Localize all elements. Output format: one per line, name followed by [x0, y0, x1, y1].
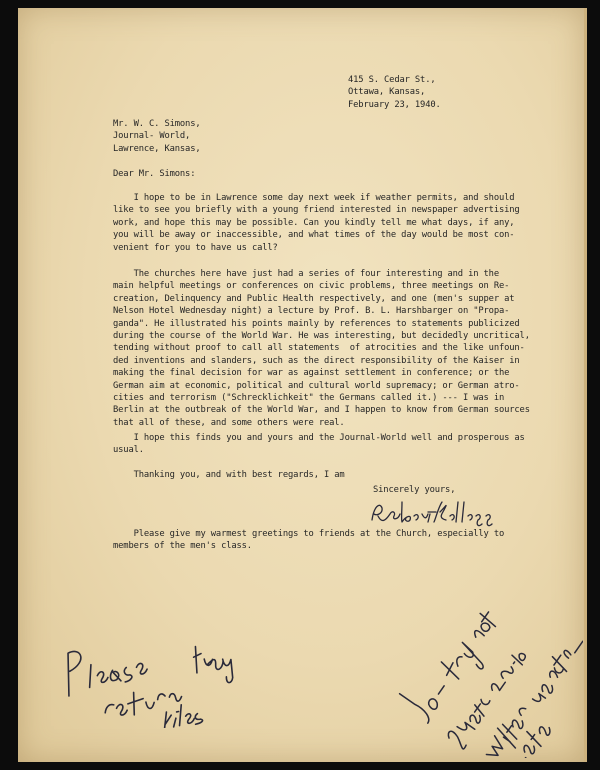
complimentary-close: Sincerely yours,: [373, 485, 456, 495]
paragraph-3: I hope this finds you and yours and the Journal-World well and prosperous as usual.: [113, 433, 525, 456]
postscript: Please give my warmest greetings to friends at the Church, especially to members of the men's class.: [113, 529, 505, 552]
salutation: Dear Mr. Simons:: [113, 169, 196, 179]
closing-line: Thanking you, and with best regards, I am: [113, 470, 345, 480]
sender-address: 415 S. Cedar St., Ottawa, Kansas, February 23, 1940.: [348, 75, 441, 110]
recipient-address: Mr. W. C. Simons, Journal- World, Lawrence, Kansas,: [113, 119, 201, 154]
letter-page: [18, 8, 587, 762]
paragraph-1: I hope to be in Lawrence some day next week if weather permits, and should like to see you briefly with a young friend interested in newspaper advertising work, and hope this may be possible. Can you kindly tell me what days, if any, you will be away or inaccessible, and what times of the day would be most con- venient for you to have us call?: [113, 193, 520, 253]
paragraph-2: The churches here have just had a series of four interesting and in the main helpful meetings or conferences on civic problems, three meetings on Re- creation, Delinquency and Public Health respectively, and one (men's supper at Nelson Hotel Wednesday night) a lecture by Prof. B. L. Harshbarger on "Propa- ganda". He illustrated his points mainly by references to statements publicized during the course of the World War. He was interesting, but decidedly uncritical, tending without proof to call all statements of atrocities and the like unfoun- ded inventions and slanders, such as the direct responsibility of the Kaiser in making the final decision for war as against settlement in conference; or the German aim at economic, political and cultural world supremacy; or German atro- cities and terrorism ("Schrecklichkeit" the Germans called it.) --- I was in Berlin at the outbreak of the World War, and I happen to know from German sources that all of these, and some others were real.: [113, 269, 530, 428]
handwritten-note-right: [353, 508, 583, 758]
handwritten-note-left: [58, 618, 248, 728]
